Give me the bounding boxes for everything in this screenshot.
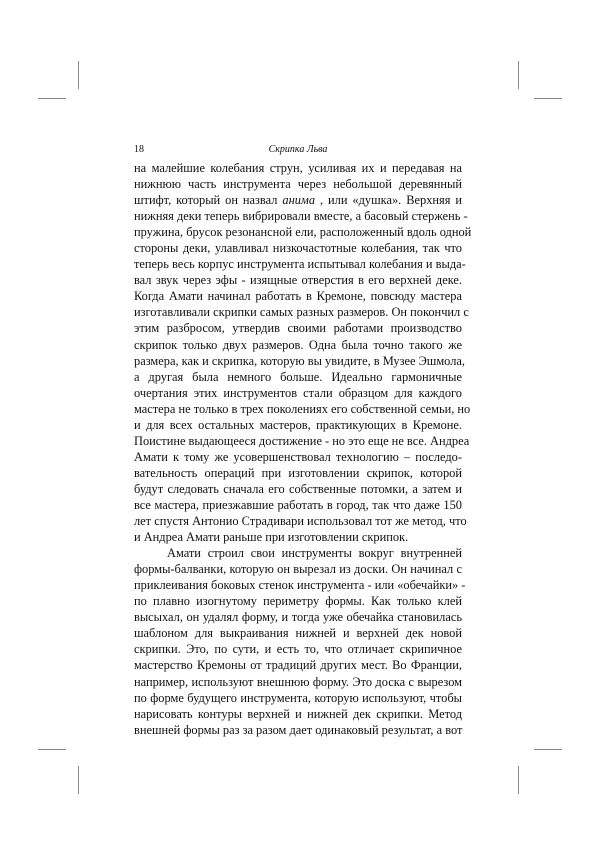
body-text [134, 160, 472, 738]
text-line: по форме будущего инструмента, которую используют, чтобы [134, 690, 462, 705]
crop-mark [518, 61, 519, 89]
text-line: внешней формы раз за разом дает одинаковый результат, а вот [134, 722, 463, 737]
text-line: например, используют внешнюю форму. Это доска с вырезом [134, 674, 462, 689]
text-line: очертания этих инструментов стали образцом для каждого [134, 385, 462, 400]
text-line: нарисовать контуры верхней и нижней дек скрипки. Метод [134, 706, 462, 721]
text-segment: штифт, который он назвал [134, 193, 283, 208]
text-line: вательность операций при изготовлении скрипок, которой [134, 465, 462, 480]
text-line: все мастера, приезжавшие работать в город, так что даже 150 [134, 497, 462, 512]
text-line: и для всех остальных мастеров, практикующих в Кремоне. [134, 417, 462, 432]
text-line: изготавливали скрипки самых разных размеров. Он покончил с [134, 305, 469, 320]
crop-mark [38, 98, 66, 99]
crop-mark [78, 61, 79, 89]
text-line: Когда Амати начинал работать в Кремоне, повсюду мастера [134, 289, 462, 304]
crop-mark [78, 766, 79, 794]
text-line: шаблоном для выкраивания нижней и верхней дек новой [134, 626, 462, 641]
text-line: Поистине выдающееся достижение - но это еще не все. Андреа [134, 433, 470, 448]
crop-mark [534, 98, 562, 99]
text-line: скрипок только двух размеров. Одна была точно такого же [134, 337, 462, 352]
page-header [134, 144, 462, 158]
text-segment: , или «душка». Верхняя и [315, 193, 463, 208]
text-line: по плавно изогнутому периметру формы. Как только клей [134, 594, 462, 609]
text-line: вал звук через эфы - изящные отверстия в его верхней деке. [134, 273, 462, 288]
text-line: формы-балванки, которую он вырезал из доски. Он начинал с [134, 562, 462, 577]
text-line: на малейшие колебания струн, усиливая их и передавая на [134, 161, 462, 175]
text-line: мастера не только в трех поколениях его собственной семьи, но [134, 401, 471, 416]
text-line: мастерство Кремоны от традиций других мест. Во Франции, [134, 658, 462, 673]
text-line: высыхал, он удалял форму, и тогда уже обечайка становилась [134, 610, 462, 625]
text-line: Амати к тому же усовершенствовал технологию – последо- [134, 449, 462, 464]
text-line: Амати строил свои инструменты вокруг внутренней [167, 546, 462, 561]
text-line: будут следовать сначала его собственные потомки, а затем и [134, 481, 462, 496]
text-line: нижнюю часть инструмента через небольшой деревянный [134, 177, 462, 192]
text-line: пружина, брусок резонансной ели, расположенный вдоль одной [134, 225, 472, 240]
text-line: этим разбросом, утвердив своими работами производство [134, 321, 462, 336]
text-line: теперь весь корпус инструмента испытывал колебания и выда- [134, 257, 466, 272]
text-line: нижняя деки теперь вибрировали вместе, а басовый стержень - [134, 209, 468, 224]
text-line: размера, как и скрипка, которую вы увидите, в Музее Эшмола, [134, 353, 465, 368]
text-line [134, 192, 462, 208]
text-line: скрипки. Это, по сути, и есть то, что отличает скрипичное [134, 642, 462, 657]
text-line: приклеивания боковых стенок инструмента - или «обечайки» - [134, 578, 466, 593]
text-line: лет спустя Антонио Страдивари использовал тот же метод, что [134, 514, 467, 529]
italic-term: анима [282, 193, 316, 208]
crop-mark [38, 749, 66, 750]
text-line: и Андреа Амати раньше при изготовлении скрипок. [134, 530, 409, 545]
running-title: Скрипка Льва [268, 144, 328, 155]
text-line: а другая была немного больше. Идеально гармоничные [134, 369, 462, 384]
text-line: стороны деки, улавливал низкочастотные колебания, так что [134, 241, 462, 256]
crop-mark [534, 749, 562, 750]
crop-mark [518, 766, 519, 794]
page-number: 18 [134, 144, 144, 155]
